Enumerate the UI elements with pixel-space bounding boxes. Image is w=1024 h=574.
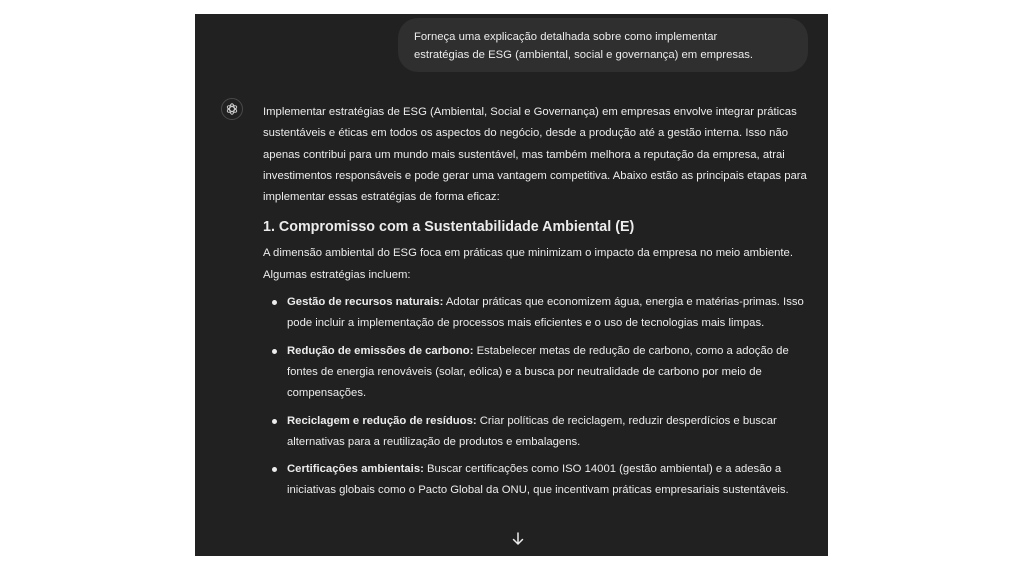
assistant-response: [263, 102, 808, 508]
user-message-line: estratégias de ESG (ambiental, social e governança) em empresas.: [414, 49, 754, 61]
list-item-title: Redução de emissões de carbono:: [287, 344, 474, 357]
section-intro: A dimensão ambiental do ESG foca em práticas que minimizam o impacto da empresa no meio ambiente. Algumas estratégias incluem:: [263, 247, 793, 281]
user-message-line: Forneça uma explicação detalhada sobre como implementar: [414, 31, 718, 43]
scroll-to-bottom-button[interactable]: [508, 529, 528, 549]
list-item-text: Criar políticas de reciclagem, reduzir desperdícios e buscar alternativas para a reutilização de produtos e embalagens.: [287, 414, 777, 448]
list-item-title: Certificações ambientais:: [287, 463, 424, 476]
list-item-text: Estabelecer metas de redução de carbono, como a adoção de fontes de energia renováveis (solar, eólica) e a busca por neutralidade de carbono por meio de compensações.: [287, 344, 789, 400]
openai-logo-icon: [225, 102, 239, 116]
strategy-list: [263, 292, 808, 502]
assistant-avatar: [221, 98, 243, 120]
response-intro: Implementar estratégias de ESG (Ambiental, Social e Governança) em empresas envolve integrar práticas sustentáveis e éticas em todos os aspectos do negócio, desde a produção até a gestão interna. Isso não apenas contribui para um mundo mais sustentável, mas também melhora a reputação da empresa, atrai investimentos responsáveis e pode gerar uma vantagem competitiva. Abaixo estão as principais etapas para implementar essas estratégias de forma eficaz:: [263, 106, 807, 204]
user-message-bubble: [398, 18, 808, 72]
list-item: [263, 292, 808, 335]
list-item: [263, 411, 808, 454]
list-item: [263, 459, 808, 502]
list-item: [263, 341, 808, 405]
chat-window: [195, 14, 828, 556]
list-item-text: Adotar práticas que economizem água, energia e matérias-primas. Isso pode incluir a implementação de processos mais eficientes e o uso de tecnologias mais limpas.: [287, 296, 804, 330]
arrow-down-icon: [512, 532, 524, 546]
section-heading: 1. Compromisso com a Sustentabilidade Ambiental (E): [263, 219, 635, 236]
list-item-title: Reciclagem e redução de resíduos:: [287, 414, 477, 427]
list-item-text: Buscar certificações como ISO 14001 (gestão ambiental) e a adesão a iniciativas globais como o Pacto Global da ONU, que incentivam práticas empresariais sustentáveis.: [287, 463, 789, 497]
list-item-title: Gestão de recursos naturais:: [287, 296, 444, 309]
